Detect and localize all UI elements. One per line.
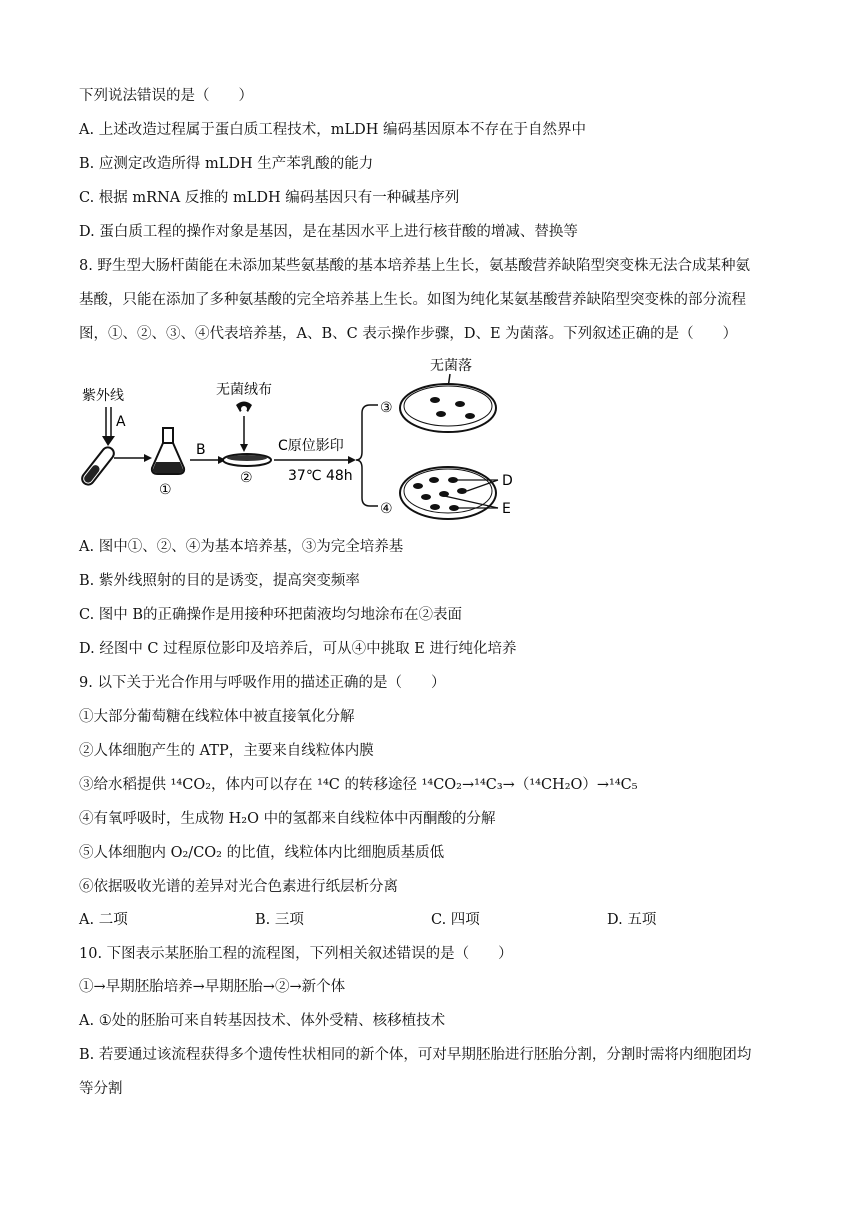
velvet-icon <box>236 402 252 413</box>
q9-item-4: ④有氧呼吸时，生成物 H₂O 中的氢都来自线粒体中丙酮酸的分解 <box>79 811 496 827</box>
q9-choice-d: D. 五项 <box>607 912 657 928</box>
q9-item-5: ⑤人体细胞内 O₂/CO₂ 的比值，线粒体内比细胞质基质低 <box>79 845 445 861</box>
plate-4-icon <box>400 467 496 519</box>
q9-item-6: ⑥依据吸收光谱的差异对光合色素进行纸层析分离 <box>79 879 398 895</box>
q9-item-2: ②人体细胞产生的 ATP，主要来自线粒体内膜 <box>79 743 374 759</box>
medium-1-label: ① <box>159 482 172 498</box>
q10-flow: ①→早期胚胎培养→早期胚胎→②→新个体 <box>79 979 346 995</box>
velvet-label: 无菌绒布 <box>216 382 272 398</box>
q10-option-a: A. ①处的胚胎可来自转基因技术、体外受精、核移植技术 <box>79 1013 446 1029</box>
q8-stem-line-2: 基酸，只能在添加了多种氨基酸的完全培养基上生长。如图为纯化某氨基酸营养缺陷型突变株的部分流程 <box>79 292 746 308</box>
q9-choice-b: B. 三项 <box>255 912 304 928</box>
colony-e-label: E <box>502 501 511 517</box>
q8-option-b: B. 紫外线照射的目的是诱变，提高突变频率 <box>79 573 360 589</box>
uv-arrowhead <box>102 436 115 446</box>
medium-2-label: ② <box>240 470 253 486</box>
step-a-label: A <box>116 414 126 430</box>
q9-choice-c: C. 四项 <box>431 912 480 928</box>
q10-stem: 10. 下图表示某胚胎工程的流程图，下列相关叙述错误的是（ ） <box>79 946 513 962</box>
q9-item-3: ③给水稻提供 ¹⁴CO₂，体内可以存在 ¹⁴C 的转移途径 ¹⁴CO₂→¹⁴C₃→（¹⁴CH₂O）→¹⁴C₅ <box>79 777 638 793</box>
q8-figure-svg <box>78 350 538 535</box>
q8-option-c: C. 图中 B的正确操作是用接种环把菌液均匀地涂布在②表面 <box>79 607 463 623</box>
no-colony-label: 无菌落 <box>430 358 472 374</box>
culture-condition-label: 37℃ 48h <box>288 468 353 484</box>
flask-icon <box>152 428 184 474</box>
test-tube-icon <box>80 445 117 487</box>
q8-stem-line-1: 8. 野生型大肠杆菌能在未添加某些氨基酸的基本培养基上生长，氨基酸营养缺陷型突变株无法合成某种氨 <box>79 258 750 274</box>
q10-option-b-cont: 等分割 <box>79 1081 123 1097</box>
q9-stem: 9. 以下关于光合作用与呼吸作用的描述正确的是（ ） <box>79 675 446 691</box>
plate-3-icon <box>400 384 496 432</box>
uv-label: 紫外线 <box>82 388 124 404</box>
colony-d-label: D <box>502 473 513 489</box>
branch-brace <box>356 405 370 506</box>
q9-choice-a: A. 二项 <box>79 912 128 928</box>
step-c-label: C原位影印 <box>278 438 344 454</box>
medium-3-label: ③ <box>380 400 393 416</box>
q8-flow-figure <box>78 350 538 535</box>
q9-item-1: ①大部分葡萄糖在线粒体中被直接氧化分解 <box>79 709 355 725</box>
plate-2-icon <box>223 454 271 466</box>
step-b-label: B <box>196 442 206 458</box>
q7-stem: 下列说法错误的是（ ） <box>79 88 253 104</box>
arrow-to-flask-head <box>144 454 152 462</box>
q7-option-c: C. 根据 mRNA 反推的 mLDH 编码基因只有一种碱基序列 <box>79 190 460 206</box>
q7-option-a: A. 上述改造过程属于蛋白质工程技术，mLDH 编码基因原本不存在于自然界中 <box>79 122 586 138</box>
q8-stem-line-3: 图，①、②、③、④代表培养基，A、B、C 表示操作步骤，D、E 为菌落。下列叙述正确的是（ ） <box>79 326 738 342</box>
medium-4-label: ④ <box>380 501 393 517</box>
arrow-c-head <box>348 456 356 464</box>
q8-option-d: D. 经图中 C 过程原位影印及培养后，可从④中挑取 E 进行纯化培养 <box>79 641 517 657</box>
q7-option-b: B. 应测定改造所得 mLDH 生产苯乳酸的能力 <box>79 156 374 172</box>
q8-option-a: A. 图中①、②、④为基本培养基，③为完全培养基 <box>79 539 404 555</box>
q7-option-d: D. 蛋白质工程的操作对象是基因，是在基因水平上进行核苷酸的增减、替换等 <box>79 224 578 240</box>
velvet-arrowhead <box>240 444 248 452</box>
q10-option-b: B. 若要通过该流程获得多个遗传性状相同的新个体，可对早期胚胎进行胚胎分割，分割时需将内细胞团均 <box>79 1047 752 1063</box>
